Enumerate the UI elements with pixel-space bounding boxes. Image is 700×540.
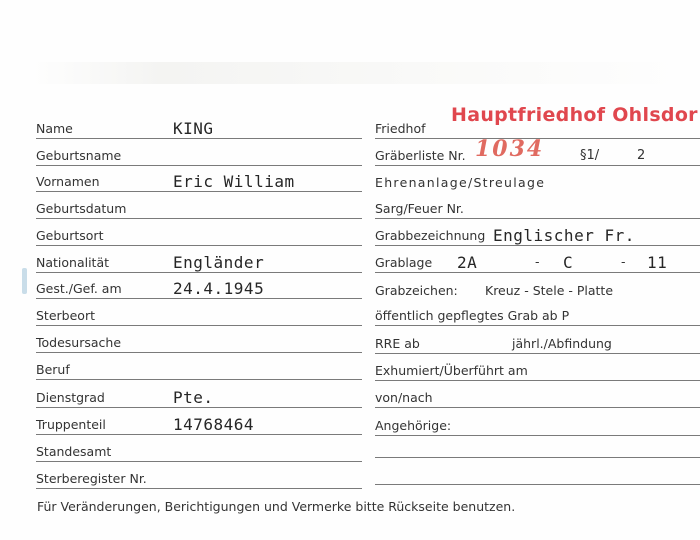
field-grabbezeichnung xyxy=(375,219,700,246)
field-label: Friedhof xyxy=(375,121,426,136)
field-value: Engländer xyxy=(173,253,265,272)
field-truppenteil xyxy=(36,408,362,435)
rre-options: jährl./Abfindung xyxy=(512,336,612,351)
field-label: Name xyxy=(36,121,73,136)
field-label: RRE ab xyxy=(375,336,420,351)
field-grabzeichen xyxy=(375,274,700,301)
field-line xyxy=(375,325,700,326)
blank-line xyxy=(375,431,700,458)
field-exhumiert xyxy=(375,354,700,381)
grablage-c: 11 xyxy=(647,253,668,272)
field-label: Exhumiert/Überführt am xyxy=(375,363,528,378)
field-label: Truppenteil xyxy=(36,417,106,432)
graeberliste-section: §1/ xyxy=(580,148,600,163)
field-sterberegister xyxy=(36,462,362,489)
field-label: Grabzeichen: xyxy=(375,283,458,298)
field-label: Sterbeort xyxy=(36,308,95,323)
field-dienstgrad xyxy=(36,381,362,408)
footer-note: Für Veränderungen, Berichtigungen und Vermerke bitte Rückseite benutzen. xyxy=(37,499,516,514)
grablage-separator: - xyxy=(621,254,626,269)
field-label: Nationalität xyxy=(36,255,110,270)
field-label: öffentlich gepflegtes Grab ab P xyxy=(375,308,570,323)
field-line xyxy=(36,488,362,489)
friedhof-stamp: Hauptfriedhof Ohlsdor xyxy=(451,104,698,126)
field-label: Grablage xyxy=(375,255,433,270)
field-value: Englischer Fr. xyxy=(493,226,635,245)
field-label: Sarg/Feuer Nr. xyxy=(375,201,464,216)
field-vonnach xyxy=(375,381,700,408)
field-sterbeort xyxy=(36,299,362,326)
field-oeffentlich xyxy=(375,299,700,326)
field-line xyxy=(375,407,700,408)
field-label: Ehrenanlage/Streulage xyxy=(375,175,546,190)
grablage-separator: - xyxy=(535,254,540,269)
field-geburtsort xyxy=(36,219,362,246)
field-label: Geburtsort xyxy=(36,228,104,243)
field-todesursache xyxy=(36,326,362,353)
field-label: Standesamt xyxy=(36,444,112,459)
field-line xyxy=(375,272,700,273)
field-standesamt xyxy=(36,435,362,462)
field-ehrenanlage xyxy=(375,166,700,193)
field-value: Pte. xyxy=(173,388,214,407)
graeberliste-number: 1034 xyxy=(475,136,545,162)
field-label: Geburtsdatum xyxy=(36,201,127,216)
field-value: 24.4.1945 xyxy=(173,279,265,298)
field-grablage xyxy=(375,246,700,273)
field-label: Gräberliste Nr. xyxy=(375,148,466,163)
field-line xyxy=(375,484,700,485)
field-label: Gest./Gef. am xyxy=(36,281,122,296)
field-label: Geburtsname xyxy=(36,148,122,163)
field-label: Grabbezeichnung xyxy=(375,228,486,243)
field-label: Angehörige: xyxy=(375,418,452,433)
field-label: von/nach xyxy=(375,390,433,405)
field-label: Vornamen xyxy=(36,174,100,189)
field-label: Dienstgrad xyxy=(36,390,105,405)
field-geburtsdatum xyxy=(36,192,362,219)
paper-smudge xyxy=(30,62,690,84)
field-value: KING xyxy=(173,119,214,138)
field-rre xyxy=(375,327,700,354)
field-geburtsname xyxy=(36,139,362,166)
field-label: Todesursache xyxy=(36,335,122,350)
field-name xyxy=(36,112,362,139)
field-gestorben xyxy=(36,272,362,299)
field-sarg xyxy=(375,192,700,219)
field-value: Eric William xyxy=(173,172,295,191)
field-line xyxy=(36,379,362,380)
graeberliste-page: 2 xyxy=(637,148,646,163)
grablage-a: 2A xyxy=(457,253,478,272)
field-beruf xyxy=(36,353,362,380)
field-label: Beruf xyxy=(36,362,70,377)
field-label: Sterberegister Nr. xyxy=(36,471,147,486)
grabzeichen-options: Kreuz - Stele - Platte xyxy=(485,283,614,298)
field-value: 14768464 xyxy=(173,415,255,434)
field-vornamen xyxy=(36,165,362,192)
grablage-b: C xyxy=(563,253,574,272)
edge-mark xyxy=(22,268,27,294)
field-nationalitaet xyxy=(36,246,362,273)
blank-line xyxy=(375,458,700,485)
